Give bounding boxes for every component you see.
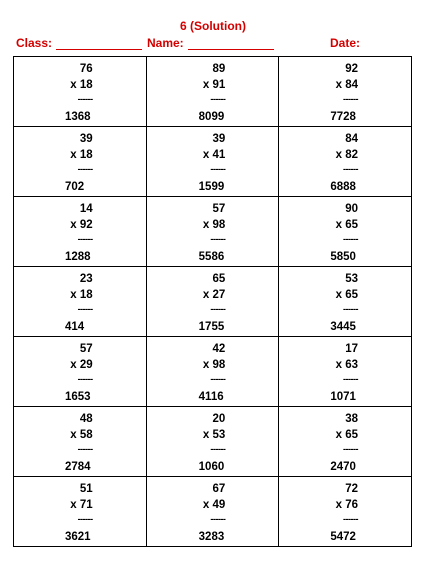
multiplier: x 98 [202, 219, 226, 231]
multiplication-problem [147, 61, 279, 125]
page-title: 6 (Solution) [180, 19, 246, 33]
multiplier: x 71 [70, 499, 93, 511]
multiplicand: 57 [212, 203, 226, 215]
separator-line: ------ [210, 304, 226, 314]
multiplication-problem [279, 131, 411, 195]
separator-line: ------ [343, 234, 358, 244]
separator-line: ------ [210, 94, 226, 104]
multiplication-problem [14, 411, 146, 475]
multiplication-problem [279, 201, 411, 265]
problem-cell [14, 267, 147, 337]
separator-line: ------ [77, 374, 93, 384]
problem-cell [14, 337, 147, 407]
product-answer: 1599 [198, 181, 225, 193]
class-label: Class: [16, 36, 53, 50]
multiplier: x 65 [335, 429, 358, 441]
product-answer: 3283 [198, 531, 225, 543]
multiplication-problem [14, 271, 146, 335]
multiplier: x 91 [202, 79, 226, 91]
problem-cell [279, 477, 412, 547]
separator-line: ------ [343, 514, 358, 524]
separator-line: ------ [343, 94, 358, 104]
date-field [330, 36, 360, 50]
problem-cell [279, 57, 412, 127]
multiplicand: 14 [79, 203, 93, 215]
multiplier: x 82 [335, 149, 358, 161]
separator-line: ------ [210, 164, 226, 174]
multiplier: x 98 [202, 359, 226, 371]
product-answer: 6888 [330, 181, 356, 193]
class-field [16, 36, 142, 50]
multiplicand: 65 [212, 273, 226, 285]
problem-row [14, 407, 412, 477]
product-answer: 1368 [65, 111, 91, 123]
multiplier: x 29 [70, 359, 93, 371]
product-answer: 3445 [330, 321, 356, 333]
product-answer: 1060 [198, 461, 225, 473]
multiplicand: 57 [79, 343, 93, 355]
multiplication-problem [279, 61, 411, 125]
worksheet-header [14, 36, 414, 52]
multiplier: x 41 [202, 149, 226, 161]
separator-line: ------ [210, 374, 226, 384]
multiplicand: 39 [212, 133, 226, 145]
multiplier: x 18 [70, 289, 93, 301]
problem-row [14, 267, 412, 337]
separator-line: ------ [210, 514, 226, 524]
name-label: Name: [147, 36, 184, 50]
multiplicand: 17 [345, 343, 358, 355]
separator-line: ------ [77, 444, 93, 454]
problem-cell [14, 477, 147, 547]
separator-line: ------ [210, 234, 226, 244]
multiplier: x 58 [70, 429, 93, 441]
multiplicand: 48 [79, 413, 93, 425]
problem-cell [146, 477, 279, 547]
multiplicand: 39 [79, 133, 93, 145]
multiplication-problem [147, 481, 279, 545]
class-blank-line [56, 38, 142, 50]
problem-cell [14, 127, 147, 197]
product-answer: 1071 [330, 391, 356, 403]
product-answer: 2470 [330, 461, 356, 473]
product-answer: 7728 [330, 111, 356, 123]
product-answer: 1653 [65, 391, 91, 403]
multiplicand: 76 [79, 63, 93, 75]
multiplicand: 67 [212, 483, 226, 495]
name-blank-line [188, 38, 274, 50]
multiplication-problem [147, 201, 279, 265]
problem-cell [146, 407, 279, 477]
product-answer: 414 [65, 321, 85, 333]
problem-cell [14, 197, 147, 267]
multiplicand: 53 [345, 273, 358, 285]
problem-grid [13, 56, 412, 547]
product-answer: 1755 [198, 321, 225, 333]
multiplicand: 84 [345, 133, 358, 145]
multiplication-problem [147, 131, 279, 195]
separator-line: ------ [210, 444, 226, 454]
problem-cell [279, 267, 412, 337]
multiplication-problem [14, 131, 146, 195]
multiplication-problem [14, 61, 146, 125]
problem-cell [14, 407, 147, 477]
multiplier: x 84 [335, 79, 358, 91]
multiplication-problem [14, 481, 146, 545]
multiplier: x 18 [70, 79, 93, 91]
problem-cell [146, 267, 279, 337]
multiplicand: 38 [345, 413, 358, 425]
product-answer: 1288 [65, 251, 91, 263]
separator-line: ------ [343, 164, 358, 174]
product-answer: 4116 [198, 391, 224, 403]
multiplier: x 65 [335, 289, 358, 301]
multiplicand: 89 [212, 63, 226, 75]
problem-cell [279, 127, 412, 197]
problem-row [14, 477, 412, 547]
problem-cell [279, 337, 412, 407]
multiplication-problem [279, 271, 411, 335]
multiplicand: 90 [345, 203, 358, 215]
product-answer: 5850 [330, 251, 356, 263]
name-field [147, 36, 274, 50]
product-answer: 8099 [198, 111, 225, 123]
problem-cell [279, 407, 412, 477]
product-answer: 5472 [330, 531, 356, 543]
separator-line: ------ [77, 514, 93, 524]
multiplier: x 65 [335, 219, 358, 231]
problem-cell [146, 57, 279, 127]
problem-cell [146, 337, 279, 407]
problem-row [14, 127, 412, 197]
problem-row [14, 57, 412, 127]
multiplication-problem [14, 201, 146, 265]
separator-line: ------ [343, 304, 358, 314]
multiplicand: 23 [79, 273, 93, 285]
multiplier: x 53 [202, 429, 226, 441]
problem-cell [279, 197, 412, 267]
multiplier: x 92 [70, 219, 93, 231]
problem-row [14, 197, 412, 267]
date-label: Date: [330, 36, 361, 50]
problem-cell [14, 57, 147, 127]
separator-line: ------ [77, 234, 93, 244]
product-answer: 2784 [65, 461, 91, 473]
problem-cell [146, 127, 279, 197]
multiplier: x 76 [335, 499, 358, 511]
multiplier: x 49 [202, 499, 226, 511]
multiplication-problem [279, 341, 411, 405]
multiplication-problem [279, 411, 411, 475]
product-answer: 5586 [198, 251, 225, 263]
separator-line: ------ [77, 164, 93, 174]
multiplication-problem [147, 411, 279, 475]
product-answer: 702 [65, 181, 85, 193]
multiplier: x 18 [70, 149, 93, 161]
multiplicand: 42 [212, 343, 226, 355]
problem-cell [146, 197, 279, 267]
multiplicand: 51 [79, 483, 93, 495]
multiplicand: 92 [345, 63, 358, 75]
multiplication-problem [147, 271, 279, 335]
multiplication-problem [147, 341, 279, 405]
separator-line: ------ [77, 304, 93, 314]
multiplication-problem [14, 341, 146, 405]
separator-line: ------ [77, 94, 93, 104]
problem-row [14, 337, 412, 407]
product-answer: 3621 [65, 531, 91, 543]
multiplicand: 20 [212, 413, 226, 425]
multiplier: x 63 [335, 359, 358, 371]
separator-line: ------ [343, 374, 358, 384]
multiplicand: 72 [345, 483, 358, 495]
separator-line: ------ [343, 444, 358, 454]
multiplication-problem [279, 481, 411, 545]
multiplier: x 27 [202, 289, 226, 301]
